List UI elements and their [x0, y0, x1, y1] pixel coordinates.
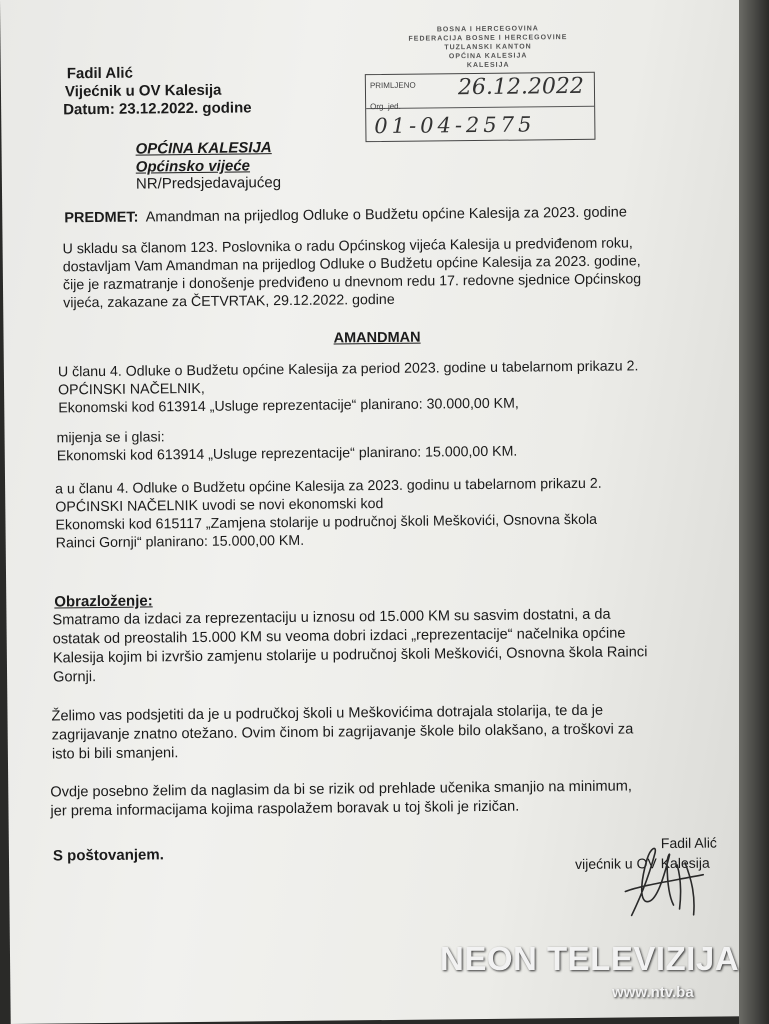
reasoning-paragraph-1 [52, 605, 713, 688]
text-line: Ekonomski kod 615117 „Zamjena stolarije u područnoj školi Meškovići, Osnovna škola [55, 511, 598, 534]
watermark-url: www.ntv.ba [612, 984, 694, 1001]
recipient-attn: NR/Predsjedavajućeg [135, 174, 282, 193]
text-line: ostatak od preostalih 15.000 KM su veoma dobri izdaci „reprezentacije“ načelnika općine [52, 625, 626, 648]
text-line: mijenja se i glasi: [56, 429, 165, 447]
signature-name: Fadil Alić [660, 834, 717, 852]
handwritten-signature [611, 834, 722, 925]
text-line: a u članu 4. Odluke o Budžetu općine Kalesija za 2023. godinu u tabelarnom prikazu 2. [55, 475, 602, 498]
intro-paragraph [63, 234, 704, 313]
text-line: jer prema informacijama kojima raspolažem boravak u toj školi je rizičan. [50, 798, 520, 820]
text-line: vijeća, zakazane za ČETVRTAK, 29.12.2022. godine [63, 291, 395, 312]
text-line: Kalesija kojim bi izvršio zamjenu stolarije u područnoj školi Meškovići, Osnovna škola Rainci [52, 644, 648, 667]
stamp-org-label: Org. jed. [370, 101, 401, 112]
text-line: dostavljam Vam Amandman na prijedlog Odluke o Budžetu općine Kalesija za 2023. godine, [62, 253, 641, 276]
text-line: zagrijavanje znatno otežano. Ovim činom bi zagrijavanje škole bilo olakšano, a troškovi za [51, 721, 634, 744]
stamp-number: 01-04-2575 [374, 112, 536, 139]
text-line: U skladu sa članom 123. Poslovnika o radu Općinskog vijeća Kalesija u predviđenom roku, [62, 235, 633, 258]
text-line: Želimo vas podsjetiti da je u područkoj školi u Meškovićima dotrajala stolarija, te da je [51, 702, 604, 725]
sender-date: Datum: 23.12.2022. godine [63, 99, 252, 119]
reasoning-paragraph-3 [50, 777, 710, 822]
text-line: Ekonomski kod 613914 „Usluge reprezentacije“ planirano: 30.000,00 KM, [58, 395, 519, 417]
amendment-block-2 [57, 423, 697, 466]
text-line: isto bi bili smanjeni. [51, 745, 179, 763]
stamp-header [385, 24, 590, 71]
stamp-header-line: OPĆINA KALESIJA [448, 52, 528, 61]
stamp-header-line: TUZLANSKI KANTON [444, 43, 532, 52]
stamp-header-line: FEDERACIJA BOSNE I HERCEGOVINE [408, 34, 568, 43]
amendment-title: AMANDMAN [333, 329, 421, 347]
signature-role: vijećnik u OV Kalesija [574, 854, 710, 873]
reasoning-title: Obrazloženje: [54, 592, 153, 611]
stamp-received-label: PRIMLJENO [369, 80, 416, 91]
closing: S poštovanjem. [52, 846, 164, 865]
reasoning-paragraph-2 [51, 701, 712, 765]
recipient-body: Općinsko vijeće [135, 157, 251, 176]
text-line: Gornji. [53, 669, 97, 686]
sender-name: Fadil Alić [66, 64, 133, 83]
stamp-header-line: BOSNA I HERCEGOVINA [436, 25, 539, 34]
subject-text: Amandman na prijedlog Odluke o Budžetu općine Kalesija za 2023. godine [145, 204, 627, 226]
subject-label: PREDMET: [64, 209, 139, 227]
received-stamp [365, 72, 596, 142]
text-line: Ekonomski kod 613914 „Usluge reprezentacije“ planirano: 15.000,00 KM. [56, 443, 518, 465]
amendment-block-1 [58, 357, 699, 418]
recipient-org: OPĆINA KALESIJA [135, 139, 272, 158]
page-edge-shadow [739, 0, 769, 1024]
watermark-brand: NEON TELEVIZIJA [440, 940, 740, 977]
sender-role: Vijećnik u OV Kalesija [64, 81, 222, 101]
text-line: U članu 4. Odluke o Budžetu općine Kalesija za period 2023. godine u tabelarnom prikazu 2. [57, 358, 639, 381]
text-line: OPĆINSKI NAČELNIK, [58, 380, 205, 399]
text-line: čije je razmatranje i donošenje predviđeno u dnevnom redu 17. redovne sjednice Općinskog [62, 271, 642, 294]
text-line: Ovdje posebno želim da naglasim da bi se rizik od prehlade učenika smanjio na minimum, [50, 778, 632, 801]
text-line: Smatramo da izdaci za reprezentaciju u iznosu od 15.000 KM su sasvim dostatni, a da [52, 606, 611, 629]
stamp-received-date: 26.12.2022 [457, 73, 585, 101]
stamp-header-line: KALESIJA [466, 61, 510, 70]
subject-line [64, 204, 627, 226]
text-line: Rainci Gornji“ planirano: 15.000,00 KM. [55, 532, 305, 552]
amendment-block-3 [55, 474, 696, 553]
text-line: OPĆINSKI NAČELNIK uvodi se novi ekonomski kod [55, 496, 384, 516]
stamp-row-number [366, 101, 594, 141]
